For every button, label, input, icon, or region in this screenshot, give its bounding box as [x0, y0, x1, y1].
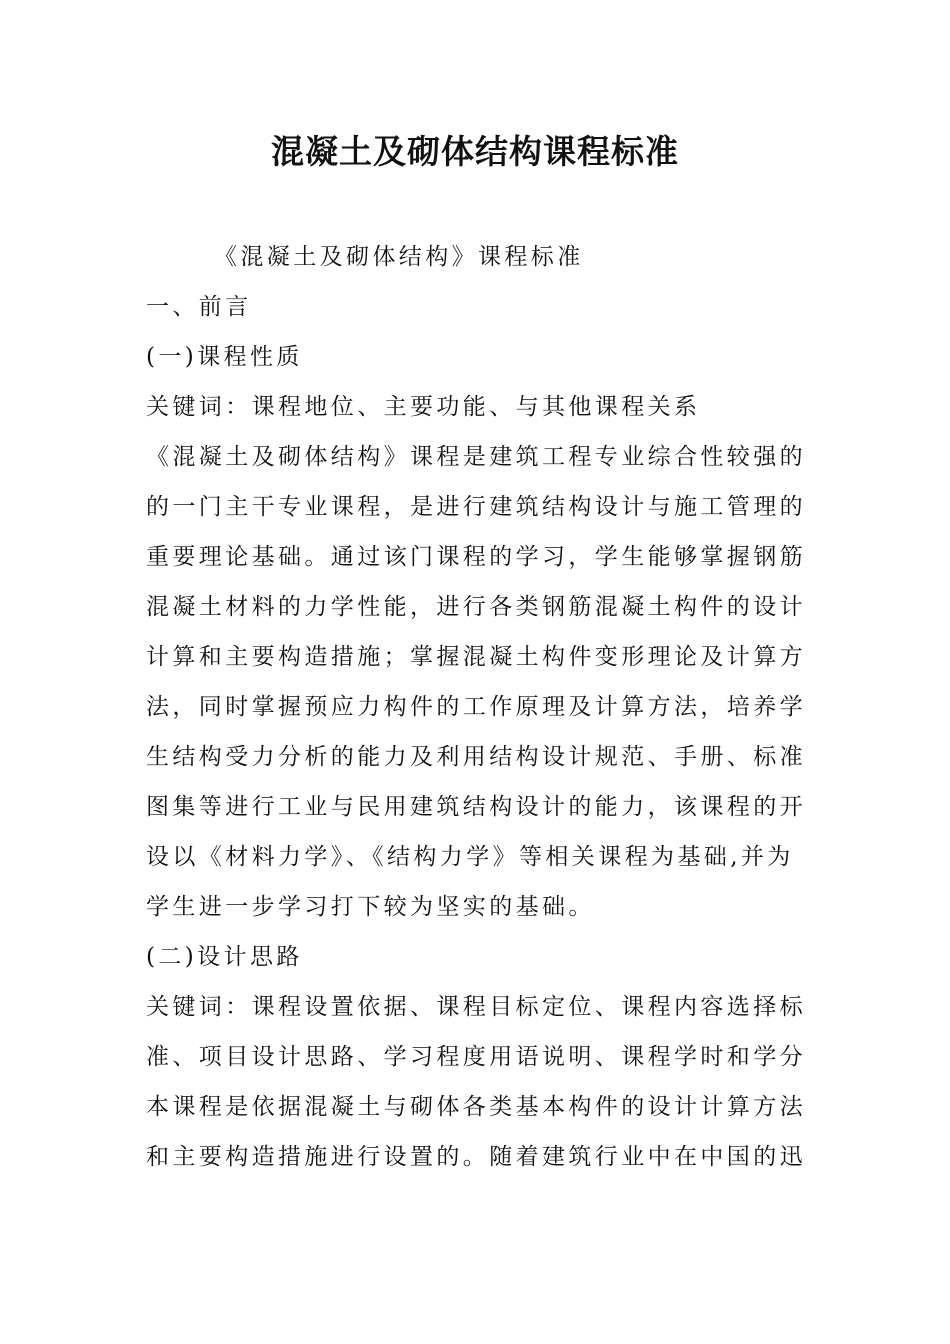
keywords-line: 关键词：课程地位、主要功能、与其他课程关系	[146, 394, 701, 420]
paragraph-line: 设以《材料力学》、《结构力学》等相关课程为基础,并为	[146, 844, 794, 870]
paragraph-line: 混凝土材料的力学性能，进行各类钢筋混凝土构件的设计	[146, 594, 806, 620]
keywords-line: 关键词：课程设置依据、课程目标定位、课程内容选择标	[146, 994, 806, 1020]
subsection-heading-course-nature: (一)课程性质	[146, 344, 303, 370]
section-heading-preface: 一、前言	[146, 294, 252, 320]
paragraph-line: 计算和主要构造措施；掌握混凝土构件变形理论及计算方	[146, 644, 806, 670]
paragraph-line: 和主要构造措施进行设置的。随着建筑行业中在中国的迅	[146, 1144, 806, 1170]
paragraph-line: 重要理论基础。通过该门课程的学习，学生能够掌握钢筋	[146, 544, 806, 570]
paragraph-line: 的一门主干专业课程，是进行建筑结构设计与施工管理的	[146, 494, 806, 520]
keywords-line: 准、项目设计思路、学习程度用语说明、课程学时和学分	[146, 1044, 806, 1070]
paragraph-line: 生结构受力分析的能力及利用结构设计规范、手册、标准	[146, 744, 806, 770]
paragraph-line: 法，同时掌握预应力构件的工作原理及计算方法，培养学	[146, 694, 806, 720]
paragraph-line: 学生进一步学习打下较为坚实的基础。	[146, 894, 595, 920]
paragraph-line: 《混凝土及砌体结构》课程是建筑工程专业综合性较强的	[146, 444, 806, 470]
paragraph-line: 本课程是依据混凝土与砌体各类基本构件的设计计算方法	[146, 1094, 806, 1120]
document-subtitle: 《混凝土及砌体结构》课程标准	[214, 244, 584, 270]
document-body	[146, 232, 811, 1182]
document-title: 混凝土及砌体结构课程标准	[271, 132, 679, 171]
paragraph-line: 图集等进行工业与民用建筑结构设计的能力，该课程的开	[146, 794, 806, 820]
subsection-heading-design-approach: (二)设计思路	[146, 944, 303, 970]
